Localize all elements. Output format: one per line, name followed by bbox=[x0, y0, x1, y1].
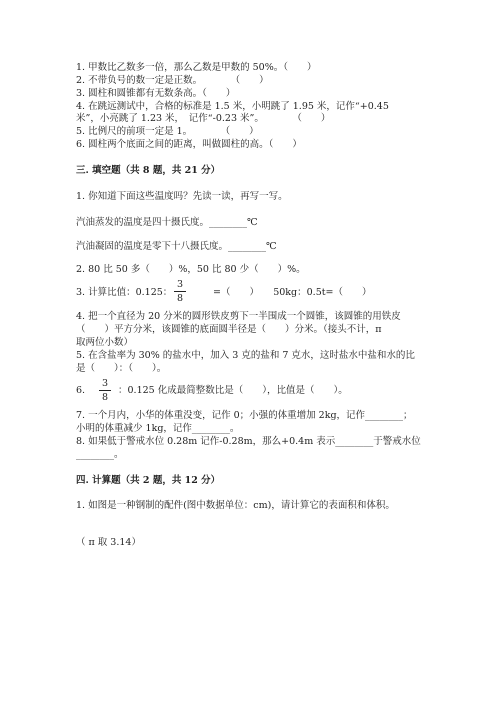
fill-blank-item-4-line-3: 取两位小数） bbox=[76, 337, 134, 348]
true-false-item-4-line-1: 4. 在跳远测试中，合格的标准是 1.5 米，小明跳了 1.95 米，记作“+0.45 bbox=[76, 101, 389, 112]
section-heading-calculation: 四. 计算题（共 2 题，共 12 分） bbox=[76, 475, 221, 486]
fill-blank-item-7-line-1: 7. 一个月内，小华的体重没变，记作 0；小强的体重增加 2kg，记作________； bbox=[76, 410, 413, 421]
fraction-denominator: 8 bbox=[176, 293, 184, 304]
true-false-item-5: 5. 比例尺的前项一定是 1。 （ ） bbox=[76, 126, 259, 137]
fraction-numerator: 3 bbox=[176, 279, 184, 290]
calculation-item-1: 1. 如图是一种钢制的配件(图中数据单位：cm)，请计算它的表面积和体积。 bbox=[76, 500, 395, 511]
fill-blank-item-7-line-2: 小明的体重减少 1kg，记作________。 bbox=[76, 423, 240, 434]
true-false-item-1: 1. 甲数比乙数多一倍，那么乙数是甲数的 50%。（ ） bbox=[76, 62, 317, 73]
fill-blank-item-4-line-1: 4. 把一个直径为 20 分米的圆形铁皮剪下一半围成一个圆锥，该圆锥的用铁皮 bbox=[76, 311, 401, 322]
fraction-numerator: 3 bbox=[101, 378, 109, 389]
fill-blank-item-8-line-1: 8. 如果低于警戒水位 0.28m 记作-0.28m，那么+0.4m 表示________于警戒水位 bbox=[76, 436, 421, 447]
fraction-bar bbox=[99, 390, 111, 391]
fraction-denominator: 8 bbox=[101, 392, 109, 403]
fill-blank-item-4-line-2: （ ）平方分米，该圆锥的底面圆半径是（ ）分米。（接头不计，π bbox=[76, 324, 382, 335]
fill-blank-item-1b: 汽油凝固的温度是零下十八摄氏度。________℃ bbox=[76, 241, 277, 252]
fill-blank-item-1: 1. 你知道下面这些温度吗？先读一读，再写一写。 bbox=[76, 191, 288, 202]
true-false-item-6: 6. 圆柱两个底面之间的距离，叫做圆柱的高。（ ） bbox=[76, 139, 302, 150]
fill-blank-item-6-prefix: 6. bbox=[76, 385, 86, 396]
fill-blank-item-3-suffix: =（ ） 50kg：0.5t=（ ） bbox=[213, 287, 372, 298]
fill-blank-item-6-suffix: ：0.125 化成最简整数比是（ ），比值是（ ）。 bbox=[118, 385, 348, 396]
fill-blank-item-1a: 汽油蒸发的温度是四十摄氏度。________℃ bbox=[76, 217, 258, 228]
true-false-item-2: 2. 不带负号的数一定是正数。 （ ） bbox=[76, 75, 269, 86]
true-false-item-4-line-2: 米”，小亮跳了 1.23 米， 记作“-0.23 米”。 （ ） bbox=[76, 113, 331, 124]
fill-blank-item-2: 2. 80 比 50 多（ ）%，50 比 80 少（ ）%。 bbox=[76, 264, 306, 275]
fraction-q6 bbox=[98, 378, 112, 403]
fraction-q3 bbox=[173, 279, 187, 304]
fill-blank-item-8-line-2: ________。 bbox=[76, 449, 124, 460]
fraction-bar bbox=[174, 291, 186, 292]
calculation-pi-note: （ π 取 3.14） bbox=[76, 537, 141, 548]
section-heading-fill-blank: 三. 填空题（共 8 题，共 21 分） bbox=[76, 165, 221, 176]
fill-blank-item-3-prefix: 3. 计算比值：0.125： bbox=[76, 287, 173, 298]
true-false-item-3: 3. 圆柱和圆锥都有无数条高。（ ） bbox=[76, 88, 236, 99]
fill-blank-item-5-line-1: 5. 在含盐率为 30% 的盐水中，加入 3 克的盐和 7 克水，这时盐水中盐和水的比 bbox=[76, 350, 415, 361]
fill-blank-item-5-line-2: 是（ ）：（ ）。 bbox=[76, 363, 167, 374]
